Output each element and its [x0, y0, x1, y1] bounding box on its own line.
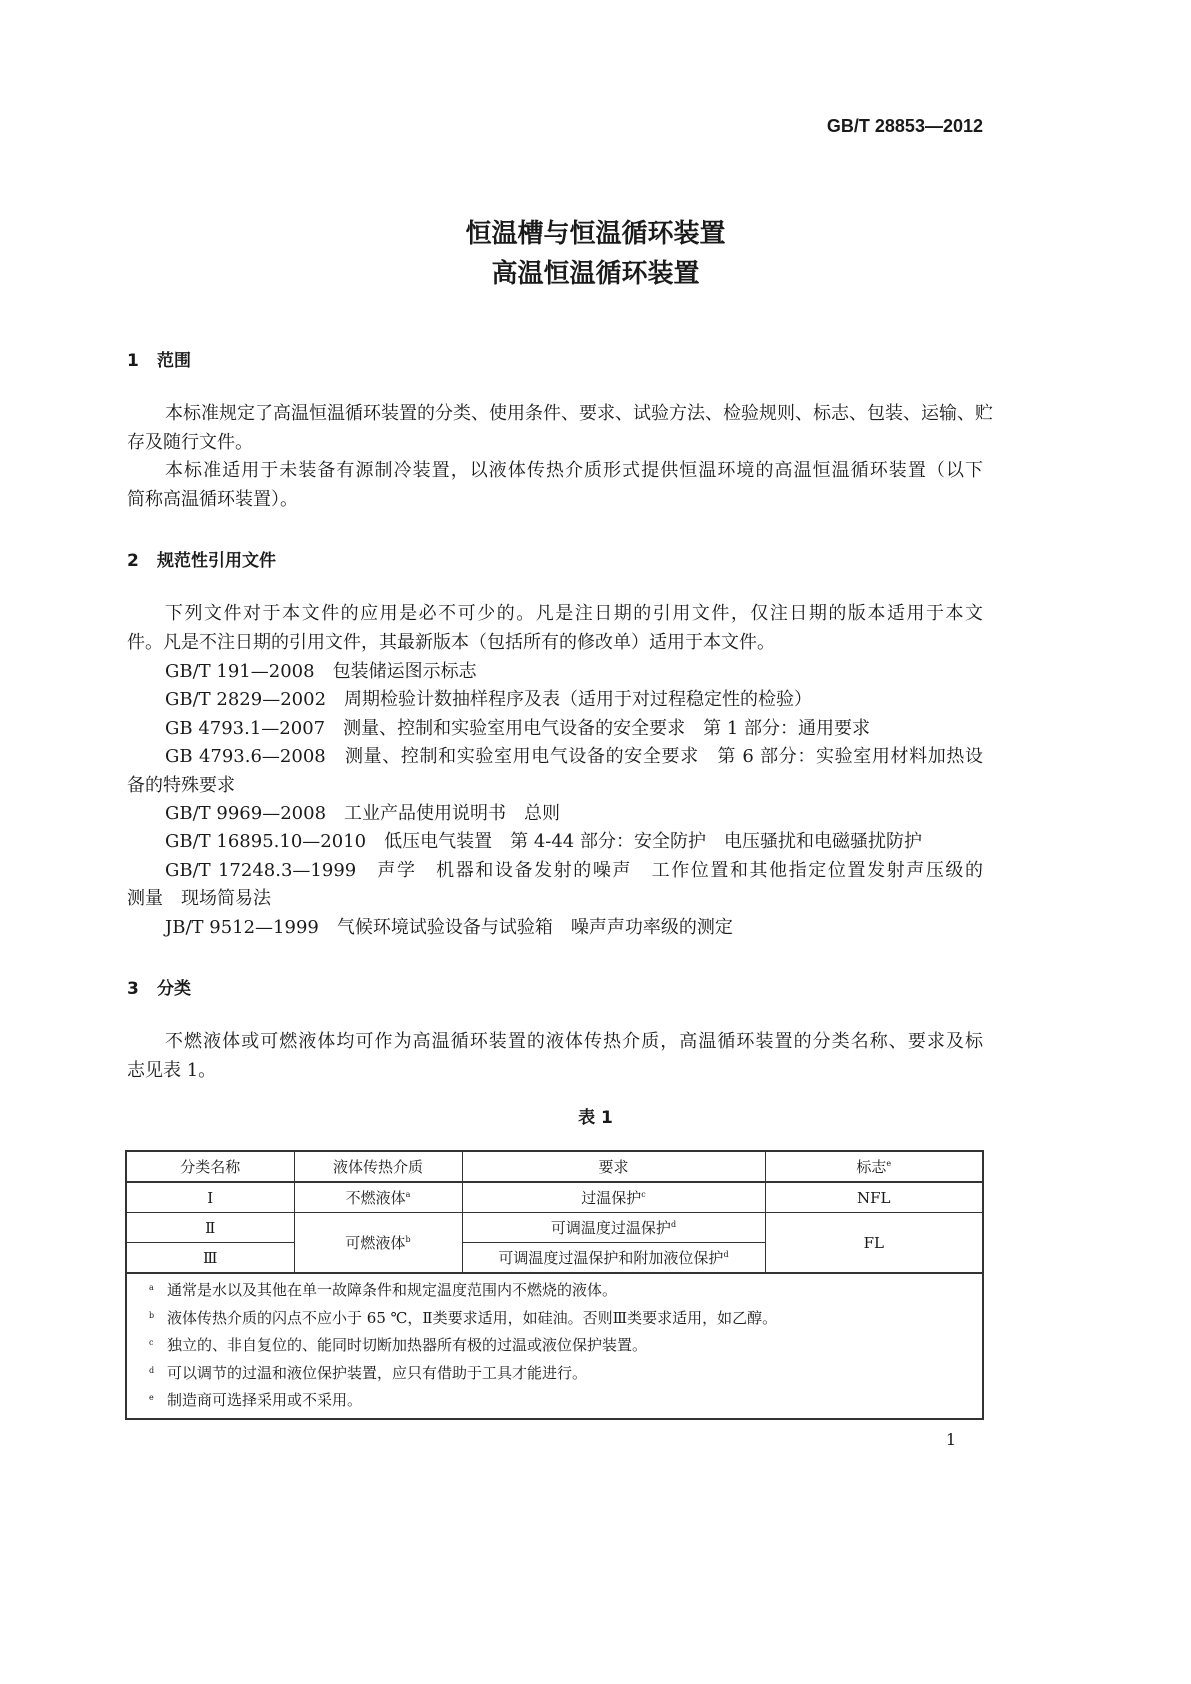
footnote	[149, 1305, 778, 1331]
footnote-text: 可以调节的过温和液位保护装置，应只有借助于工具才能进行。	[167, 1364, 588, 1382]
footnote-key: a	[149, 1283, 154, 1292]
table-caption: 表 1	[578, 1108, 613, 1128]
requirement-cell	[462, 1213, 765, 1243]
paragraph-line: 不燃液体或可燃液体均可作为高温循环装置的液体传热介质，高温循环装置的分类名称、要求及标	[165, 1031, 983, 1052]
footnote	[149, 1387, 363, 1413]
reference-item: GB/T 16895.10—2010 低压电气装置 第 4-44 部分：安全防护 电压骚扰和电磁骚扰防护	[165, 831, 922, 852]
footnote-ref: d	[723, 1250, 729, 1259]
table-header-row	[126, 1151, 983, 1182]
footnote-ref: d	[670, 1220, 677, 1229]
reference-item: 测量 现场简易法	[127, 888, 271, 909]
footnote-text: 液体传热介质的闪点不应小于 65 ℃，Ⅱ类要求适用，如硅油。否则Ⅲ类要求适用，如乙醇。	[167, 1309, 778, 1327]
section-number: 3	[127, 979, 139, 999]
footnote-key: d	[149, 1366, 155, 1375]
header-cell: 液体传热介质	[294, 1151, 462, 1182]
header-cell: 分类名称	[126, 1151, 294, 1182]
paragraph-line: 志见表 1。	[127, 1060, 217, 1081]
medium-text: 不燃液体	[345, 1189, 406, 1207]
paragraph-line: 本标准规定了高温恒温循环装置的分类、使用条件、要求、试验方法、检验规则、标志、包装、运输、贮	[165, 403, 993, 424]
section-title: 分类	[157, 979, 191, 999]
requirement-text: 可调温度过温保护和附加液位保护	[498, 1249, 724, 1267]
requirement-text: 可调温度过温保护	[550, 1219, 671, 1237]
footnote-ref: a	[405, 1190, 411, 1199]
paragraph-line: 简称高温循环装置）。	[127, 489, 298, 510]
section-title: 规范性引用文件	[157, 551, 276, 571]
table-footnotes	[125, 1268, 984, 1420]
reference-item: JB/T 9512—1999 气候环境试验设备与试验箱 噪声声功率级的测定	[165, 917, 733, 938]
reference-item: GB 4793.6—2008 测量、控制和实验室用电气设备的安全要求 第 6 部分：实验室用材料加热设	[165, 746, 983, 767]
footnote-ref: b	[405, 1235, 411, 1244]
paragraph-line: 下列文件对于本文件的应用是必不可少的。凡是注日期的引用文件，仅注日期的版本适用于本文	[165, 603, 983, 624]
medium-text: 可燃液体	[345, 1234, 406, 1252]
footnote-ref: c	[641, 1190, 646, 1199]
reference-item: GB/T 191—2008 包装储运图示标志	[165, 661, 477, 682]
requirement-cell	[462, 1182, 765, 1213]
footnote	[149, 1360, 588, 1386]
page-number: 1	[945, 1430, 956, 1449]
reference-item: GB 4793.1—2007 测量、控制和实验室用电气设备的安全要求 第 1 部分：通用要求	[165, 718, 871, 739]
mark-cell: FL	[765, 1213, 983, 1274]
header-cell: 要求	[462, 1151, 765, 1182]
footnote-ref: e	[886, 1159, 892, 1168]
header-text: 标志	[856, 1158, 887, 1176]
requirement-text: 过温保护	[581, 1189, 642, 1207]
section-title: 范围	[157, 351, 191, 371]
medium-cell	[294, 1182, 462, 1213]
reference-item: GB/T 9969—2008 工业产品使用说明书 总则	[165, 803, 561, 824]
class-cell: Ⅲ	[126, 1243, 294, 1274]
paragraph-line: 存及随行文件。	[127, 432, 253, 453]
section-number: 2	[127, 551, 139, 571]
footnote	[149, 1277, 618, 1303]
document-title: 恒温槽与恒温循环装置	[465, 219, 726, 249]
footnote-key: c	[149, 1338, 154, 1347]
section-heading	[127, 346, 191, 371]
footnote-key: b	[149, 1311, 155, 1320]
section-heading	[127, 974, 191, 999]
reference-item: 备的特殊要求	[127, 775, 235, 796]
footnote-text: 通常是水以及其他在单一故障条件和规定温度范围内不燃烧的液体。	[167, 1281, 618, 1299]
footnote-key: e	[149, 1393, 154, 1402]
section-number: 1	[127, 351, 139, 371]
paragraph-line: 件。凡是不注日期的引用文件，其最新版本（包括所有的修改单）适用于本文件。	[127, 632, 775, 653]
class-cell: Ⅱ	[126, 1213, 294, 1243]
standard-number: GB/T 28853—2012	[826, 116, 983, 136]
footnote-text: 独立的、非自复位的、能同时切断加热器所有极的过温或液位保护装置。	[167, 1336, 648, 1354]
table-row	[126, 1182, 983, 1213]
mark-cell: NFL	[765, 1182, 983, 1213]
footnote	[149, 1332, 648, 1358]
header-cell	[765, 1151, 983, 1182]
reference-item: GB/T 17248.3—1999 声学 机器和设备发射的噪声 工作位置和其他指定位置发射声压级的	[165, 860, 983, 881]
footnote-text: 制造商可选择采用或不采用。	[167, 1391, 363, 1409]
classification-table	[125, 1150, 984, 1274]
class-cell: Ⅰ	[126, 1182, 294, 1213]
table-row	[126, 1213, 983, 1243]
medium-cell	[294, 1213, 462, 1274]
document-subtitle: 高温恒温循环装置	[491, 259, 700, 289]
paragraph-line: 本标准适用于未装备有源制冷装置，以液体传热介质形式提供恒温环境的高温恒温循环装置（以下	[165, 460, 983, 481]
section-heading	[127, 546, 276, 571]
reference-item: GB/T 2829—2002 周期检验计数抽样程序及表（适用于对过程稳定性的检验）	[165, 689, 813, 710]
